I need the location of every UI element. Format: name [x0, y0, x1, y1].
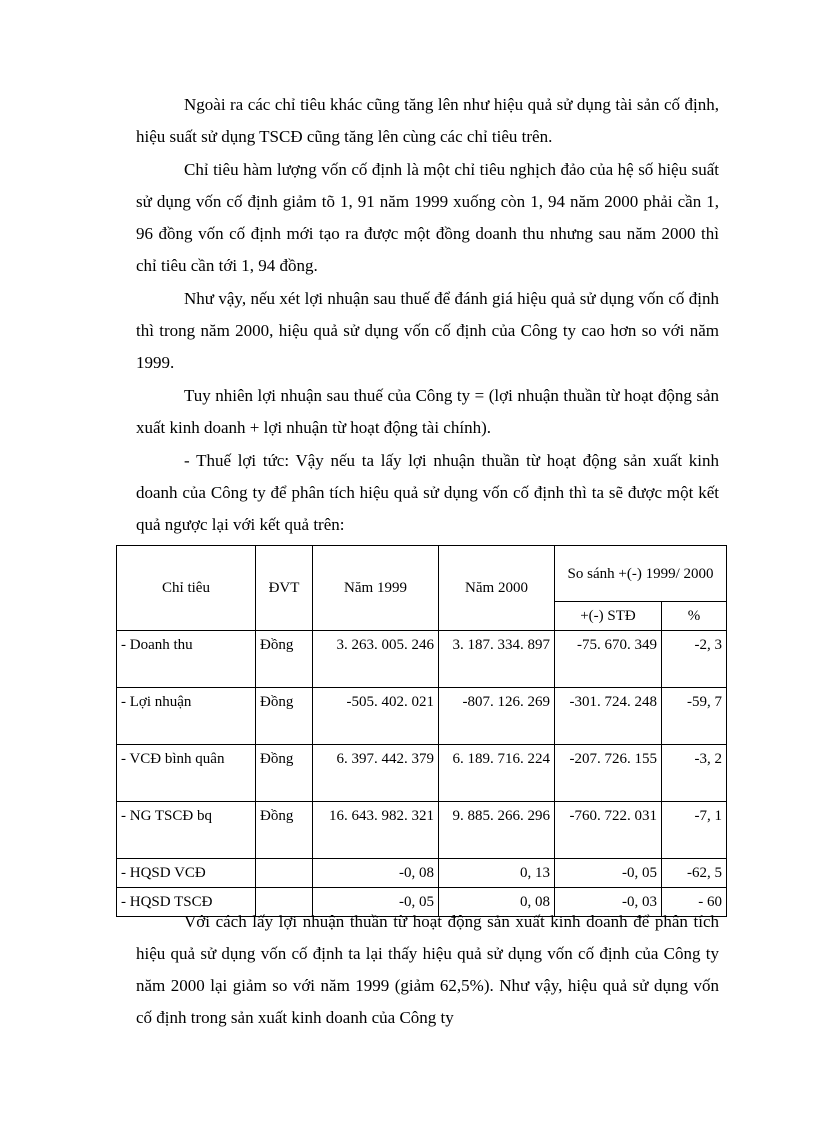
paragraph-6: Với cách lấy lợi nhuận thuần từ hoạt động sản xuất kinh doanh để phân tích hiệu quả sử dụng vốn cố định ta lại thấy hiệu quả sử dụng vốn cố định của Công ty năm 2000 lại giảm so với năm 1999 (giảm 62,5%). Như vậy, hiệu quả sử dụng vốn cố định trong sản xuất kinh doanh của Công ty: [136, 912, 719, 1027]
cell-1999: -0, 05: [313, 888, 439, 917]
header-indicator: Chỉ tiêu: [117, 546, 256, 631]
table-row: [117, 688, 727, 745]
cell-pct: -3, 2: [662, 745, 727, 802]
cell-indicator: - NG TSCĐ bq: [117, 802, 256, 859]
paragraph-1: Ngoài ra các chỉ tiêu khác cũng tăng lên như hiệu quả sử dụng tài sản cố định, hiệu suất sử dụng TSCĐ cũng tăng lên cùng các chỉ tiêu trên.: [136, 95, 719, 146]
header-diff: +(-) STĐ: [555, 602, 662, 631]
cell-diff: -0, 03: [555, 888, 662, 917]
cell-indicator: - Lợi nhuận: [117, 688, 256, 745]
cell-1999: 3. 263. 005. 246: [313, 631, 439, 688]
cell-2000: -807. 126. 269: [439, 688, 555, 745]
paragraph-3: Như vậy, nếu xét lợi nhuận sau thuế để đánh giá hiệu quả sử dụng vốn cố định thì trong năm 2000, hiệu quả sử dụng vốn cố định của Công ty cao hơn so với năm 1999.: [136, 289, 719, 372]
cell-2000: 0, 08: [439, 888, 555, 917]
cell-diff: -0, 05: [555, 859, 662, 888]
cell-diff: -301. 724. 248: [555, 688, 662, 745]
header-year-2000: Năm 2000: [439, 546, 555, 631]
cell-1999: -0, 08: [313, 859, 439, 888]
cell-unit: Đồng: [256, 745, 313, 802]
table-row: [117, 859, 727, 888]
header-compare: So sánh +(-) 1999/ 2000: [555, 546, 727, 602]
cell-pct: -2, 3: [662, 631, 727, 688]
cell-diff: -760. 722. 031: [555, 802, 662, 859]
paragraph-4: Tuy nhiên lợi nhuận sau thuế của Công ty = (lợi nhuận thuần từ hoạt động sản xuất kinh doanh + lợi nhuận từ hoạt động tài chính).: [136, 386, 719, 437]
paragraph-2: Chỉ tiêu hàm lượng vốn cố định là một chỉ tiêu nghịch đảo của hệ số hiệu suất sử dụng vốn cố định giảm tõ 1, 91 năm 1999 xuống còn 1, 94 năm 2000 phải cần 1, 96 đồng vốn cố định mới tạo ra được một đồng doanh thu nhưng sau năm 2000 thì chỉ tiêu cần tới 1, 94 đồng.: [136, 160, 719, 275]
cell-unit: Đồng: [256, 688, 313, 745]
cell-1999: 6. 397. 442. 379: [313, 745, 439, 802]
cell-2000: 9. 885. 266. 296: [439, 802, 555, 859]
cell-indicator: - Doanh thu: [117, 631, 256, 688]
cell-2000: 3. 187. 334. 897: [439, 631, 555, 688]
cell-diff: -207. 726. 155: [555, 745, 662, 802]
cell-unit: Đồng: [256, 631, 313, 688]
cell-1999: 16. 643. 982. 321: [313, 802, 439, 859]
comparison-table: [116, 545, 727, 917]
cell-pct: - 60: [662, 888, 727, 917]
cell-indicator: - VCĐ bình quân: [117, 745, 256, 802]
cell-unit: [256, 859, 313, 888]
cell-unit: Đồng: [256, 802, 313, 859]
cell-2000: 6. 189. 716. 224: [439, 745, 555, 802]
header-year-1999: Năm 1999: [313, 546, 439, 631]
cell-1999: -505. 402. 021: [313, 688, 439, 745]
cell-indicator: - HQSD VCĐ: [117, 859, 256, 888]
cell-indicator: - HQSD TSCĐ: [117, 888, 256, 917]
table-row: [117, 745, 727, 802]
cell-2000: 0, 13: [439, 859, 555, 888]
header-unit: ĐVT: [256, 546, 313, 631]
header-pct: %: [662, 602, 727, 631]
cell-diff: -75. 670. 349: [555, 631, 662, 688]
table-row: [117, 631, 727, 688]
cell-pct: -62, 5: [662, 859, 727, 888]
paragraph-5: - Thuế lợi tức: Vậy nếu ta lấy lợi nhuận thuần từ hoạt động sản xuất kinh doanh của Công ty để phân tích hiệu quả sử dụng vốn cố định thì ta sẽ được một kết quả ngược lại với kết quả trên:: [136, 451, 719, 534]
table-row: [117, 802, 727, 859]
cell-pct: -59, 7: [662, 688, 727, 745]
cell-pct: -7, 1: [662, 802, 727, 859]
